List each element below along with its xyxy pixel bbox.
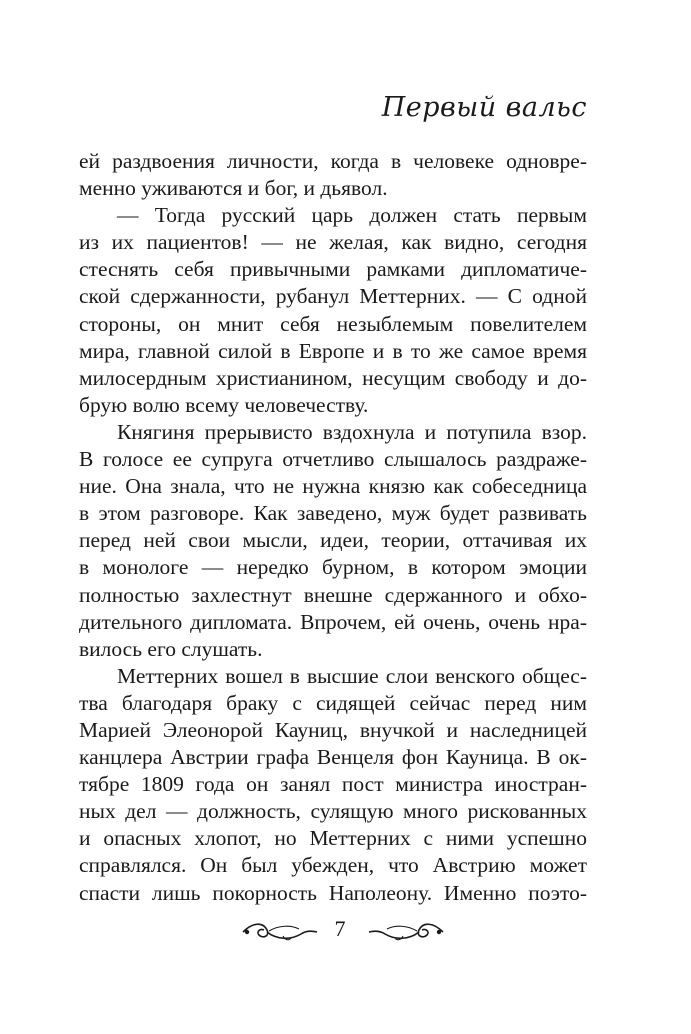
text-line: канцлера Австрии графа Венцеля фон Кауница. В ок- [79,745,587,770]
text-line: В голосе ее супруга отчетливо слышалось раздраже- [79,447,587,472]
text-line: в этом разговоре. Как заведено, муж будет развивать [79,501,587,526]
text-line: ской сдержанности, рубанул Меттерних. — С одной [79,284,587,309]
text-line: ных дел — должность, сулящую много рискованных [79,799,587,824]
text-line: ние. Она знала, что не нужна князю как собеседница [79,474,587,499]
flourish-ornament-icon [239,920,319,944]
body-text [79,148,587,907]
text-line: милосердным христианином, несущим свободу и до- [79,365,587,390]
text-line: справлялся. Он был убежден, что Австрию может [79,853,587,878]
text-line: перед ней свои мысли, идеи, теории, оттачивая их [79,528,587,553]
text-line: менно уживаются и бог, и дьявол. [79,176,388,201]
text-line: тябре 1809 года он занял пост министра иностран- [79,772,587,797]
text-line: ей раздвоения личности, когда в человеке одновре- [79,149,587,173]
text-line: стороны, он мнит себя незыблемым повелителем [79,311,587,336]
flourish-ornament-icon [367,920,447,944]
page-number: 7 [334,916,346,941]
page-footer [0,912,691,952]
text-line: вилось его слушать. [79,636,263,661]
text-line: дительного дипломата. Впрочем, ей очень, очень нра- [79,609,587,634]
text-line: полностью захлестнут внешне сдержанного и обхо- [79,582,587,607]
text-line: — Тогда русский царь должен стать первым [117,203,587,228]
text-line: брую волю всему человечеству. [79,392,369,417]
text-line: стеснять себя привычными рамками дипломатиче- [79,257,587,282]
text-line: в монологе — нередко бурном, в котором эмоции [79,555,587,580]
text-line: и опасных хлопот, но Меттерних с ними успешно [79,826,587,851]
text-line: мира, главной силой в Европе и в то же самое время [79,338,587,363]
text-line: тва благодаря браку с сидящей сейчас перед ним [79,690,587,715]
text-line: Меттерних вошел в высшие слои венского общес- [117,663,587,688]
text-line: спасти лишь покорность Наполеону. Именно поэто- [79,880,587,905]
running-header-title: Первый вальс [381,92,587,123]
text-line: из их пациентов! — не желая, как видно, сегодня [79,230,587,255]
text-line: Княгиня прерывисто вздохнула и потупила взор. [117,419,587,444]
text-line: Марией Элеонорой Кауниц, внучкой и наследницей [79,717,587,742]
